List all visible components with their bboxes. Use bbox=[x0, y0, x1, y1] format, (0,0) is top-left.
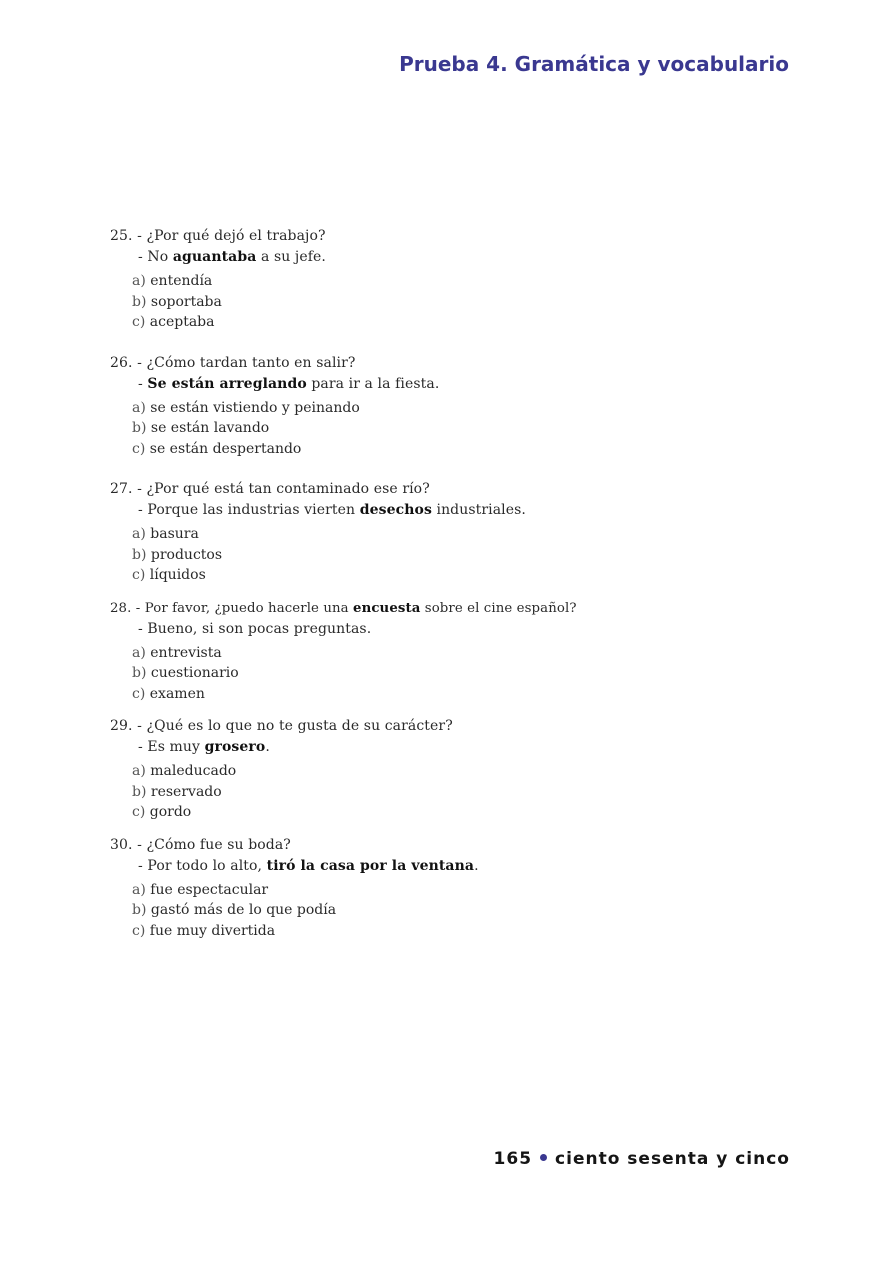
prompt-text: - ¿Cómo fue su boda? bbox=[137, 836, 291, 853]
question-answer bbox=[110, 856, 790, 877]
option-letter: c) bbox=[132, 922, 146, 939]
question-number: 29. bbox=[110, 718, 133, 734]
option-list bbox=[110, 880, 790, 942]
page-number: 165 bbox=[493, 1149, 533, 1169]
prompt-text: - ¿Qué es lo que no te gusta de su carácter? bbox=[137, 718, 453, 734]
option-b[interactable] bbox=[132, 663, 790, 684]
option-text: maleducado bbox=[150, 763, 237, 779]
option-letter: b) bbox=[132, 420, 147, 436]
answer-text: . bbox=[474, 857, 479, 874]
option-b[interactable] bbox=[132, 782, 790, 803]
highlighted-term: Se están arreglando bbox=[147, 375, 307, 392]
answer-text: . bbox=[265, 739, 270, 755]
highlighted-term: encuesta bbox=[353, 600, 421, 616]
option-letter: c) bbox=[132, 804, 146, 820]
option-a[interactable] bbox=[132, 271, 790, 292]
option-letter: b) bbox=[132, 293, 147, 310]
page-title: Prueba 4. Gramática y vocabulario bbox=[399, 52, 789, 76]
option-letter: a) bbox=[132, 644, 146, 661]
question-27 bbox=[110, 479, 790, 586]
option-letter: a) bbox=[132, 763, 146, 779]
question-number: 30. bbox=[110, 836, 133, 853]
highlighted-term: aguantaba bbox=[172, 249, 257, 265]
option-text: aceptaba bbox=[149, 314, 215, 330]
option-b[interactable] bbox=[132, 292, 790, 313]
option-letter: a) bbox=[132, 881, 146, 898]
option-letter: a) bbox=[132, 526, 146, 542]
option-letter: c) bbox=[132, 314, 146, 330]
option-b[interactable] bbox=[132, 545, 790, 566]
question-prompt bbox=[110, 598, 790, 619]
option-text: examen bbox=[149, 685, 205, 702]
answer-text: - bbox=[138, 375, 148, 392]
option-text: basura bbox=[150, 526, 199, 542]
prompt-text: - ¿Por qué está tan contaminado ese río? bbox=[137, 481, 430, 497]
answer-text: - Por todo lo alto, bbox=[138, 857, 267, 874]
option-a[interactable] bbox=[132, 398, 790, 419]
option-text: se están lavando bbox=[150, 420, 270, 436]
option-text: fue muy divertida bbox=[149, 922, 276, 939]
option-letter: b) bbox=[132, 783, 147, 800]
prompt-text: - Por favor, ¿puedo hacerle una bbox=[135, 600, 354, 616]
option-list bbox=[110, 398, 790, 460]
option-text: fue espectacular bbox=[150, 881, 269, 898]
option-b[interactable] bbox=[132, 418, 790, 439]
question-prompt bbox=[110, 479, 790, 500]
option-text: gordo bbox=[149, 804, 192, 820]
question-number: 26. bbox=[110, 354, 133, 371]
option-letter: c) bbox=[132, 440, 146, 457]
option-a[interactable] bbox=[132, 880, 790, 901]
option-letter: b) bbox=[132, 665, 147, 681]
answer-text: - Es muy bbox=[138, 739, 205, 755]
question-answer bbox=[110, 247, 790, 268]
option-c[interactable] bbox=[132, 439, 790, 460]
option-letter: c) bbox=[132, 567, 146, 583]
question-prompt bbox=[110, 835, 790, 856]
highlighted-term: tiró la casa por la ventana bbox=[266, 857, 475, 874]
answer-text: industriales. bbox=[431, 502, 526, 518]
question-list bbox=[110, 226, 790, 941]
answer-text: a su jefe. bbox=[256, 249, 326, 265]
option-a[interactable] bbox=[132, 643, 790, 664]
option-a[interactable] bbox=[132, 524, 790, 545]
question-29 bbox=[110, 716, 790, 823]
option-list bbox=[110, 761, 790, 823]
question-answer: - Bueno, si son pocas preguntas. bbox=[138, 620, 372, 637]
question-prompt bbox=[110, 226, 790, 247]
option-letter: b) bbox=[132, 902, 147, 918]
option-letter: c) bbox=[132, 685, 146, 702]
option-text: líquidos bbox=[149, 567, 206, 583]
question-26 bbox=[110, 353, 790, 460]
option-text: cuestionario bbox=[150, 665, 239, 681]
page-number-words: ciento sesenta y cinco bbox=[555, 1149, 790, 1169]
option-list bbox=[110, 524, 790, 586]
question-25 bbox=[110, 226, 790, 333]
option-letter: a) bbox=[132, 273, 146, 289]
page-footer bbox=[494, 1149, 790, 1169]
question-answer bbox=[110, 374, 790, 395]
option-c[interactable] bbox=[132, 565, 790, 586]
option-list bbox=[110, 271, 790, 333]
prompt-text: sobre el cine español? bbox=[420, 600, 577, 616]
question-number: 28. bbox=[110, 600, 132, 616]
highlighted-term: desechos bbox=[359, 502, 432, 518]
option-c[interactable] bbox=[132, 684, 790, 705]
question-28 bbox=[110, 598, 790, 705]
question-number: 25. bbox=[110, 228, 133, 244]
answer-text: para ir a la fiesta. bbox=[306, 375, 440, 392]
answer-text: - No bbox=[138, 249, 173, 265]
question-30 bbox=[110, 835, 790, 942]
option-b[interactable] bbox=[132, 900, 790, 921]
question-answer bbox=[110, 737, 790, 758]
option-c[interactable] bbox=[132, 312, 790, 333]
option-c[interactable] bbox=[132, 921, 790, 942]
bullet-dot-icon bbox=[540, 1154, 547, 1161]
question-number: 27. bbox=[110, 481, 133, 497]
option-list bbox=[110, 643, 790, 705]
option-text: reservado bbox=[150, 783, 222, 800]
option-text: gastó más de lo que podía bbox=[150, 902, 337, 918]
option-text: productos bbox=[150, 546, 223, 563]
prompt-text: - ¿Por qué dejó el trabajo? bbox=[137, 228, 326, 244]
highlighted-term: grosero bbox=[204, 739, 266, 755]
option-text: se están vistiendo y peinando bbox=[150, 399, 360, 416]
option-text: soportaba bbox=[150, 293, 222, 310]
question-prompt bbox=[110, 353, 790, 374]
answer-text: - Porque las industrias vierten bbox=[138, 502, 360, 518]
question-answer bbox=[110, 500, 790, 521]
option-letter: a) bbox=[132, 399, 146, 416]
option-text: se están despertando bbox=[149, 440, 302, 457]
question-prompt bbox=[110, 716, 790, 737]
option-a[interactable] bbox=[132, 761, 790, 782]
option-text: entendía bbox=[150, 273, 213, 289]
prompt-text: - ¿Cómo tardan tanto en salir? bbox=[137, 354, 356, 371]
option-c[interactable] bbox=[132, 802, 790, 823]
option-letter: b) bbox=[132, 546, 147, 563]
option-text: entrevista bbox=[150, 644, 222, 661]
